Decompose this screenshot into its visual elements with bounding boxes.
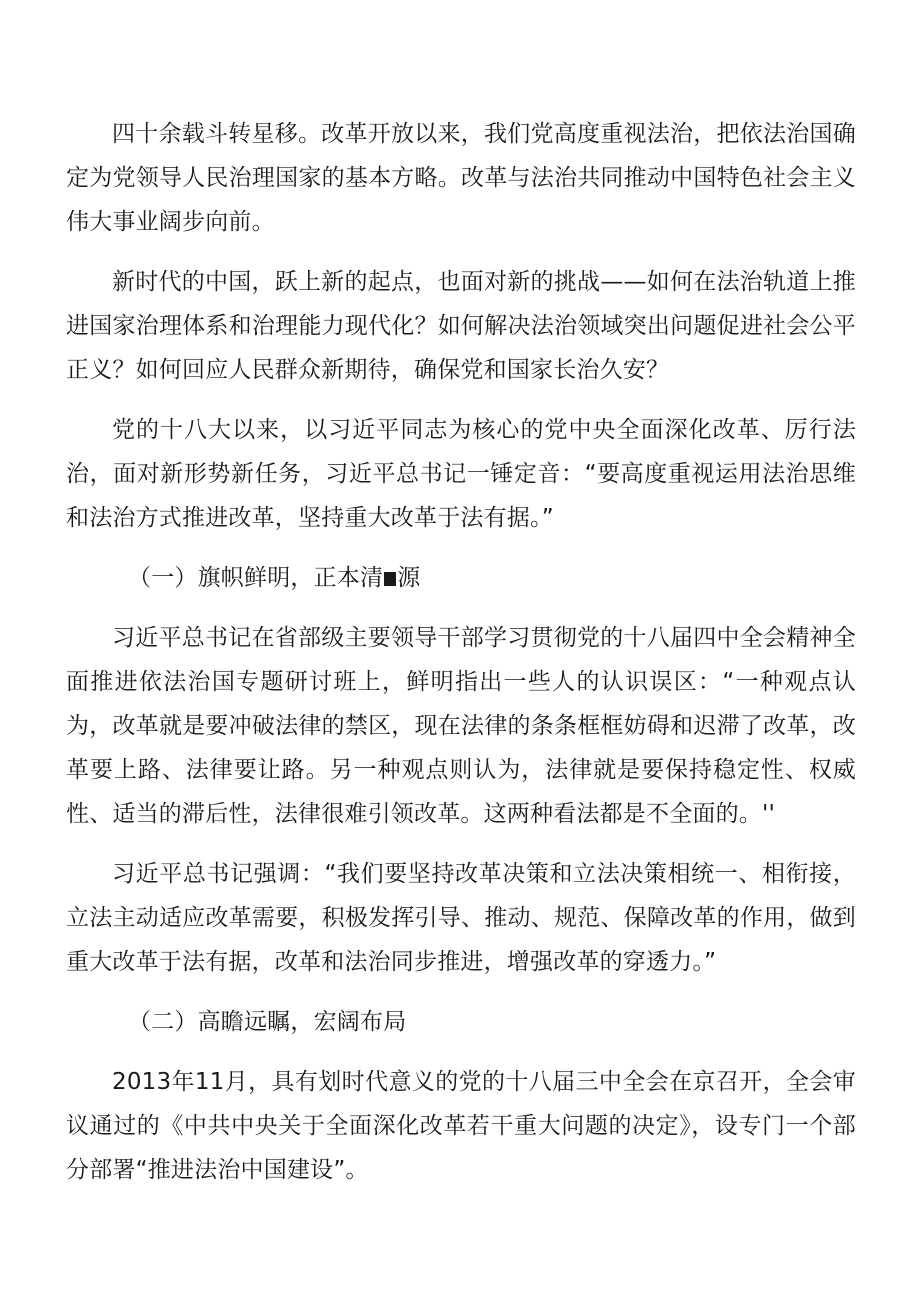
- paragraph-5: 习近平总书记强调：“我们要坚持改革决策和立法决策相统一、相衔接，立法主动适应改革需要，积极发挥引导、推动、规范、保障改革的作用，做到重大改革于法有据，改革和法治同步推进，增强改革的穿透力。”: [66, 861, 856, 975]
- paragraph-2: 新时代的中国，跃上新的起点，也面对新的挑战——如何在法治轨道上推进国家治理体系和治理能力现代化？如何解决法治领域突出问题促进社会公平正义？如何回应人民群众新期待，确保党和国家长治久安？: [66, 269, 856, 383]
- black-square-icon: [384, 572, 396, 586]
- section-heading-1-tail: 源: [397, 565, 421, 591]
- paragraph-6: 2013年11月，具有划时代意义的党的十八届三中全会在京召开，全会审议通过的《中共中央关于全面深化改革若干重大问题的决定》，设专门一个部分部署“推进法治中国建设”。: [66, 1069, 856, 1183]
- paragraph-4: 习近平总书记在省部级主要领导干部学习贯彻党的十八届四中全会精神全面推进依法治国专题研讨班上，鲜明指出一些人的认识误区：“一种观点认为，改革就是要冲破法律的禁区，现在法律的条条框框妨碍和迟滞了改革，改革要上路、法律要让路。另一种观点则认为，法律就是要保持稳定性、权威性、适当的滞后性，法律很难引领改革。这两种看法都是不全面的。'': [66, 625, 856, 827]
- section-heading-1-text: （一）旗帜鲜明，正本清: [128, 565, 384, 591]
- document-body: [66, 112, 856, 1208]
- section-heading-2: （二）高瞻远瞩，宏阔布局: [128, 1009, 407, 1035]
- paragraph-3: 党的十八大以来，以习近平同志为核心的党中央全面深化改革、厉行法治，面对新形势新任务，习近平总书记一锤定音：“要高度重视运用法治思维和法治方式推进改革，坚持重大改革于法有据。”: [66, 417, 856, 531]
- section-heading-1: [66, 556, 856, 600]
- paragraph-1: 四十余载斗转星移。改革开放以来，我们党高度重视法治，把依法治国确定为党领导人民治理国家的基本方略。改革与法治共同推动中国特色社会主义伟大事业阔步向前。: [66, 121, 856, 235]
